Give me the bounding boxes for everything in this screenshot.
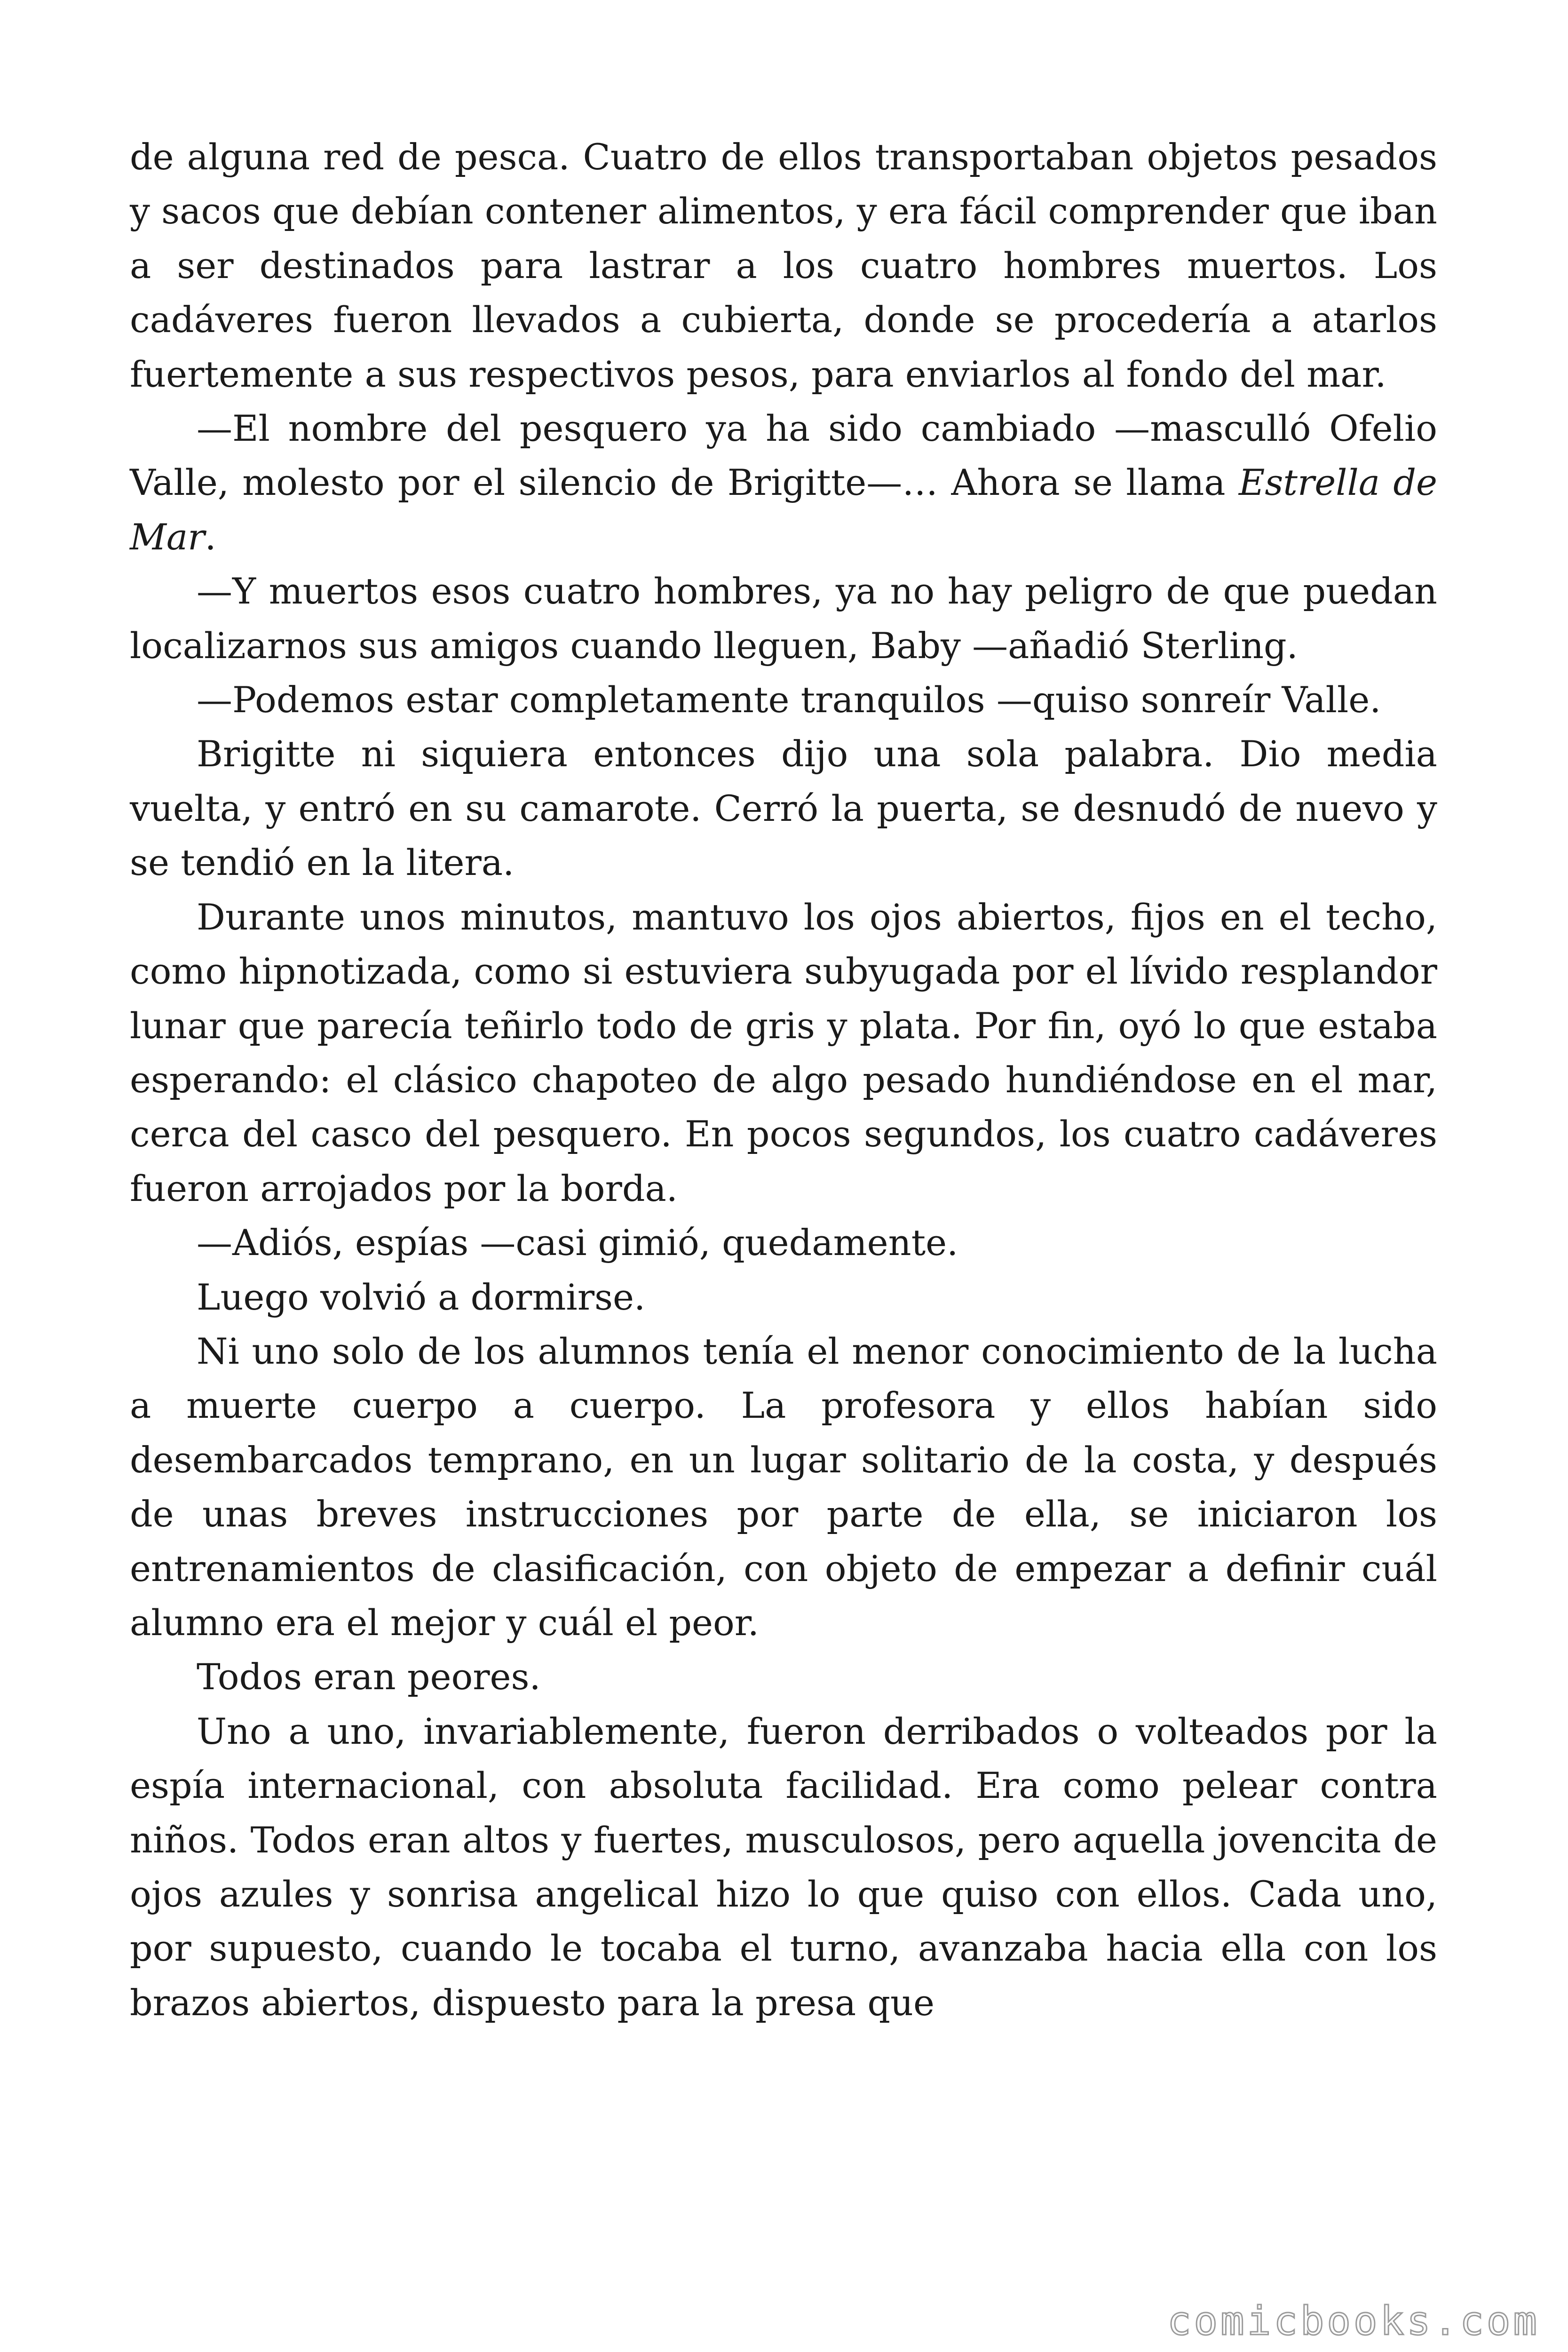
ship-name-italic: Estrella de Mar (130, 461, 1437, 558)
paragraph-2-tail: . (205, 516, 216, 558)
paragraph-11: Uno a uno, invariablemente, fueron derribados o volteados por la espía internacional, con absoluta facilidad. Era como pelear contra niños. Todos eran altos y fuertes, musculosos, pero aquella jovencita de ojos azules y sonrisa angelical hizo lo que quiso con ellos. Cada uno, por supuesto, cuando le tocaba el turno, avanzaba hacia ella con los brazos abiertos, dispuesto para la presa que (130, 1710, 1437, 2024)
paragraph-1: de alguna red de pesca. Cuatro de ellos transportaban objetos pesados y sacos que debían contener alimentos, y era fácil comprender que iban a ser destinados para lastrar a los cuatro hombres muertos. Los cadáveres fueron llevados a cubierta, donde se procedería a atarlos fuertemente a sus respectivos pesos, para enviarlos al fondo del mar. (130, 136, 1437, 395)
paragraph-7: —Adiós, espías —casi gimió, quedamente. (197, 1222, 958, 1264)
paragraph-2 (130, 401, 1437, 564)
paragraph-9: Ni uno solo de los alumnos tenía el menor conocimiento de la lucha a muerte cuerpo a cuerpo. La profesora y ellos habían sido desembarcados temprano, en un lugar solitario de la costa, y después de unas breves instrucciones por parte de ella, se iniciaron los entrenamientos de clasificación, con objeto de empezar a definir cuál alumno era el mejor y cuál el peor. (130, 1330, 1437, 1644)
paragraph-3: —Y muertos esos cuatro hombres, ya no hay peligro de que puedan localizarnos sus amigos cuando lleguen, Baby —añadió Sterling. (130, 570, 1437, 667)
paragraph-4: —Podemos estar completamente tranquilos —quiso sonreír Valle. (197, 679, 1381, 721)
watermark-logo: comicbooks.com (1167, 2298, 1540, 2344)
paragraph-2-text: —El nombre del pesquero ya ha sido cambiado —masculló Ofelio Valle, molesto por el silencio de Brigitte—… Ahora se llama (130, 407, 1437, 504)
paragraph-10: Todos eran peores. (197, 1656, 541, 1698)
paragraph-5: Brigitte ni siquiera entonces dijo una sola palabra. Dio media vuelta, y entró en su camarote. Cerró la puerta, se desnudó de nuevo y se tendió en la litera. (130, 733, 1437, 884)
paragraph-6: Durante unos minutos, mantuvo los ojos abiertos, fijos en el techo, como hipnotizada, como si estuviera subyugada por el lívido resplandor lunar que parecía teñirlo todo de gris y plata. Por fin, oyó lo que estaba esperando: el clásico chapoteo de algo pesado hundiéndose en el mar, cerca del casco del pesquero. En pocos segundos, los cuatro cadáveres fueron arrojados por la borda. (130, 896, 1437, 1209)
paragraph-8: Luego volvió a dormirse. (197, 1276, 646, 1318)
page-body (130, 130, 1437, 2030)
